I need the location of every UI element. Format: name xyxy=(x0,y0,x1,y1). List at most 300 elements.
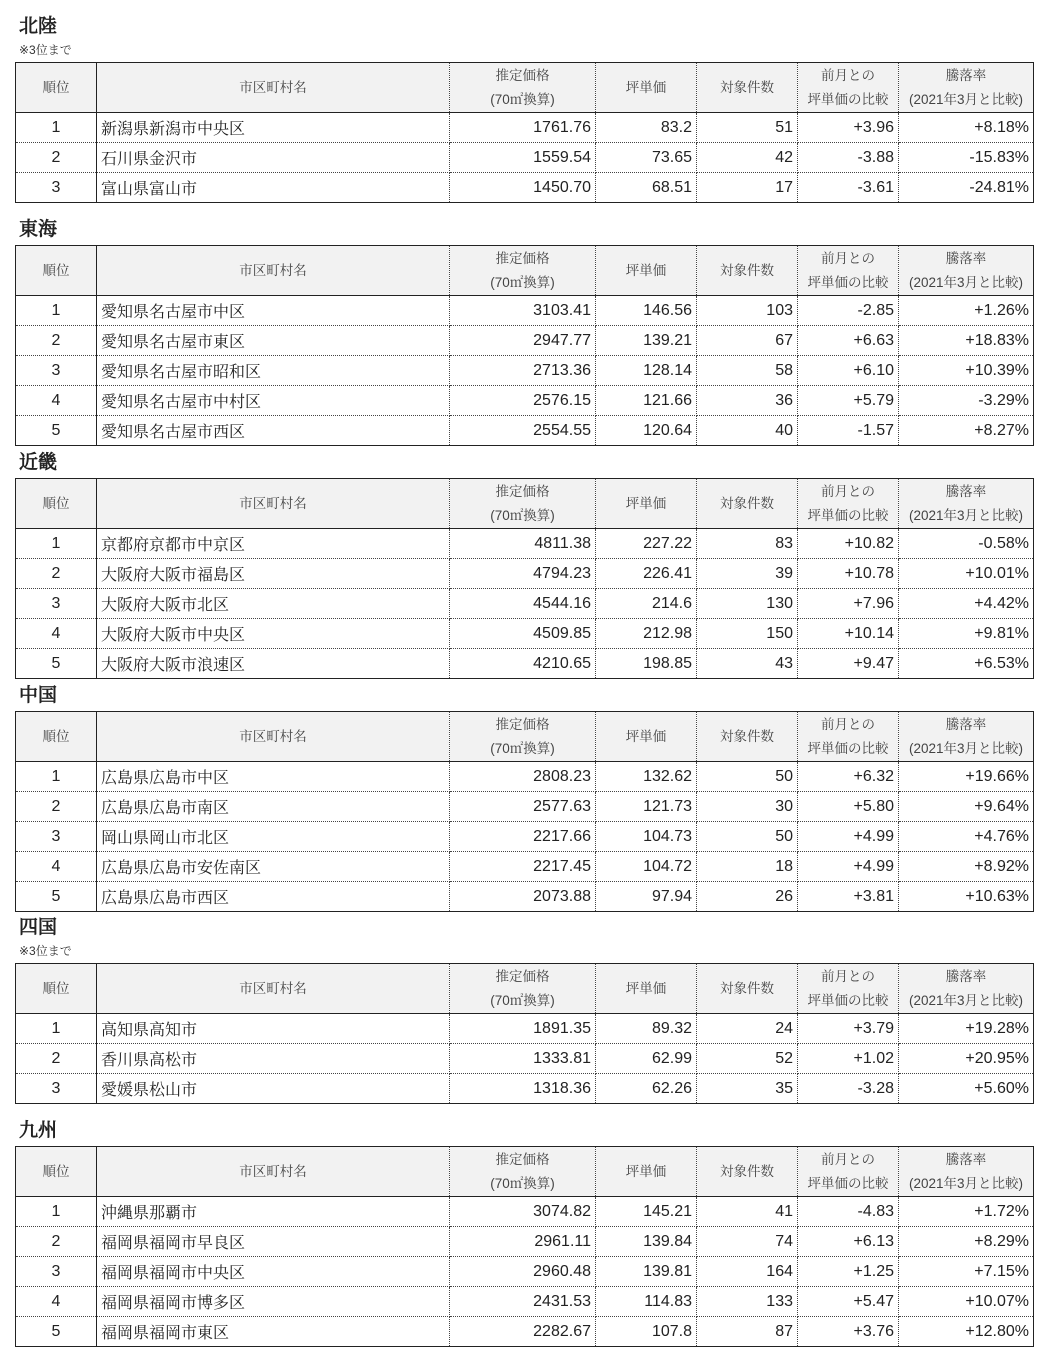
rank-cell: 1 xyxy=(16,529,97,559)
area-name-cell: 愛知県名古屋市昭和区 xyxy=(97,356,450,386)
area-name-cell: 愛知県名古屋市東区 xyxy=(97,326,450,356)
header-diff xyxy=(798,63,899,113)
change-rate-cell: -15.83% xyxy=(899,143,1034,173)
estimated-price-cell: 2808.23 xyxy=(450,762,596,792)
estimated-price-cell: 1333.81 xyxy=(450,1044,596,1074)
header-diff xyxy=(798,246,899,296)
count-cell: 50 xyxy=(697,822,798,852)
rank-cell: 2 xyxy=(16,1227,97,1257)
header-tsubo xyxy=(596,712,697,762)
monthly-diff-cell: +10.78 xyxy=(798,559,899,589)
table-row xyxy=(16,326,1034,356)
tsubo-price-cell: 226.41 xyxy=(596,559,697,589)
rank-cell: 1 xyxy=(16,113,97,143)
header-rank xyxy=(16,964,97,1014)
monthly-diff-cell: +4.99 xyxy=(798,852,899,882)
area-name-cell: 大阪府大阪市浪速区 xyxy=(97,649,450,679)
table-row xyxy=(16,1287,1034,1317)
change-rate-cell: +5.60% xyxy=(899,1074,1034,1104)
count-cell: 58 xyxy=(697,356,798,386)
header-rate-label: (2021年3月と比較) xyxy=(908,1175,1024,1191)
table-header-row xyxy=(16,964,1034,1014)
tsubo-price-cell: 62.99 xyxy=(596,1044,697,1074)
region-title: 近畿 xyxy=(19,452,58,473)
monthly-diff-cell: +7.96 xyxy=(798,589,899,619)
header-diff-label: 前月との xyxy=(821,968,875,984)
header-name-label: 市区町村名 xyxy=(239,495,307,511)
header-name-label: 市区町村名 xyxy=(239,1163,307,1179)
header-price xyxy=(450,246,596,296)
estimated-price-cell: 3074.82 xyxy=(450,1197,596,1227)
header-name xyxy=(97,1147,450,1197)
header-rate-label: (2021年3月と比較) xyxy=(908,91,1024,107)
estimated-price-cell: 1450.70 xyxy=(450,173,596,203)
count-cell: 103 xyxy=(697,296,798,326)
table-row xyxy=(16,852,1034,882)
monthly-diff-cell: +3.76 xyxy=(798,1317,899,1347)
area-name-cell: 福岡県福岡市東区 xyxy=(97,1317,450,1347)
count-cell: 17 xyxy=(697,173,798,203)
header-diff-label: 坪単価の比較 xyxy=(807,1175,889,1191)
table-row xyxy=(16,822,1034,852)
table-row xyxy=(16,1197,1034,1227)
header-count-label: 対象件数 xyxy=(720,79,774,95)
rank-cell: 3 xyxy=(16,1257,97,1287)
header-rate xyxy=(899,1147,1034,1197)
header-rank xyxy=(16,63,97,113)
table-row xyxy=(16,1044,1034,1074)
rank-cell: 2 xyxy=(16,1044,97,1074)
tsubo-price-cell: 128.14 xyxy=(596,356,697,386)
change-rate-cell: -3.29% xyxy=(899,386,1034,416)
change-rate-cell: +1.72% xyxy=(899,1197,1034,1227)
table-row xyxy=(16,589,1034,619)
header-count-label: 対象件数 xyxy=(720,980,774,996)
tsubo-price-cell: 68.51 xyxy=(596,173,697,203)
table-row xyxy=(16,386,1034,416)
area-name-cell: 広島県広島市西区 xyxy=(97,882,450,912)
change-rate-cell: +4.42% xyxy=(899,589,1034,619)
header-price xyxy=(450,63,596,113)
tsubo-price-cell: 227.22 xyxy=(596,529,697,559)
change-rate-cell: +10.63% xyxy=(899,882,1034,912)
estimated-price-cell: 2961.11 xyxy=(450,1227,596,1257)
header-name xyxy=(97,246,450,296)
header-price-label: (70㎡換算) xyxy=(490,91,555,107)
count-cell: 42 xyxy=(697,143,798,173)
rank-cell: 3 xyxy=(16,589,97,619)
header-rate-label: 騰落率 xyxy=(945,968,987,984)
tsubo-price-cell: 121.73 xyxy=(596,792,697,822)
area-name-cell: 岡山県岡山市北区 xyxy=(97,822,450,852)
header-name-label: 市区町村名 xyxy=(239,79,307,95)
header-price-label: 推定価格 xyxy=(495,250,550,266)
monthly-diff-cell: +6.32 xyxy=(798,762,899,792)
monthly-diff-cell: -1.57 xyxy=(798,416,899,446)
header-count xyxy=(697,1147,798,1197)
header-rank xyxy=(16,712,97,762)
table-row xyxy=(16,882,1034,912)
header-count xyxy=(697,246,798,296)
header-price-label: 推定価格 xyxy=(495,67,550,83)
estimated-price-cell: 2554.55 xyxy=(450,416,596,446)
area-name-cell: 石川県金沢市 xyxy=(97,143,450,173)
table-row xyxy=(16,649,1034,679)
header-rank-label: 順位 xyxy=(42,495,70,511)
count-cell: 87 xyxy=(697,1317,798,1347)
header-name xyxy=(97,63,450,113)
header-tsubo xyxy=(596,63,697,113)
header-rate xyxy=(899,63,1034,113)
header-tsubo xyxy=(596,1147,697,1197)
estimated-price-cell: 2947.77 xyxy=(450,326,596,356)
count-cell: 164 xyxy=(697,1257,798,1287)
count-cell: 36 xyxy=(697,386,798,416)
ranking-table xyxy=(15,711,1034,912)
rank-cell: 3 xyxy=(16,822,97,852)
region-title: 中国 xyxy=(19,685,58,706)
header-diff-label: 前月との xyxy=(821,716,875,732)
table-header-row xyxy=(16,63,1034,113)
count-cell: 130 xyxy=(697,589,798,619)
estimated-price-cell: 2577.63 xyxy=(450,792,596,822)
ranking-table xyxy=(15,478,1034,679)
count-cell: 18 xyxy=(697,852,798,882)
table-row xyxy=(16,1257,1034,1287)
header-price xyxy=(450,712,596,762)
region-title: 九州 xyxy=(19,1120,58,1141)
header-diff xyxy=(798,712,899,762)
ranking-table xyxy=(15,245,1034,446)
count-cell: 50 xyxy=(697,762,798,792)
header-rate-label: 騰落率 xyxy=(945,250,987,266)
tsubo-price-cell: 132.62 xyxy=(596,762,697,792)
table-row xyxy=(16,173,1034,203)
estimated-price-cell: 4794.23 xyxy=(450,559,596,589)
header-rank-label: 順位 xyxy=(42,1163,70,1179)
header-rate xyxy=(899,712,1034,762)
count-cell: 26 xyxy=(697,882,798,912)
table-row xyxy=(16,619,1034,649)
header-tsubo-label: 坪単価 xyxy=(625,262,667,278)
estimated-price-cell: 2431.53 xyxy=(450,1287,596,1317)
header-count-label: 対象件数 xyxy=(720,1163,774,1179)
monthly-diff-cell: +3.79 xyxy=(798,1014,899,1044)
header-rank xyxy=(16,246,97,296)
header-tsubo xyxy=(596,479,697,529)
tsubo-price-cell: 120.64 xyxy=(596,416,697,446)
change-rate-cell: +1.26% xyxy=(899,296,1034,326)
monthly-diff-cell: -3.61 xyxy=(798,173,899,203)
monthly-diff-cell: +3.81 xyxy=(798,882,899,912)
ranking-table xyxy=(15,62,1034,203)
area-name-cell: 愛知県名古屋市中区 xyxy=(97,296,450,326)
count-cell: 41 xyxy=(697,1197,798,1227)
header-tsubo-label: 坪単価 xyxy=(625,1163,667,1179)
header-rate-label: 騰落率 xyxy=(945,67,987,83)
rank-cell: 1 xyxy=(16,296,97,326)
table-row xyxy=(16,143,1034,173)
table-row xyxy=(16,529,1034,559)
table-row xyxy=(16,113,1034,143)
rank-cell: 4 xyxy=(16,852,97,882)
region-section xyxy=(15,448,1033,679)
rank-cell: 3 xyxy=(16,356,97,386)
header-diff xyxy=(798,479,899,529)
region-section xyxy=(15,681,1033,912)
header-name-label: 市区町村名 xyxy=(239,980,307,996)
area-name-cell: 福岡県福岡市早良区 xyxy=(97,1227,450,1257)
table-row xyxy=(16,356,1034,386)
rank-cell: 2 xyxy=(16,559,97,589)
area-name-cell: 香川県高松市 xyxy=(97,1044,450,1074)
region-section xyxy=(15,215,1033,446)
area-name-cell: 京都府京都市中京区 xyxy=(97,529,450,559)
header-rate-label: 騰落率 xyxy=(945,483,987,499)
header-diff-label: 坪単価の比較 xyxy=(807,91,889,107)
rank-cell: 4 xyxy=(16,619,97,649)
header-diff-label: 坪単価の比較 xyxy=(807,740,889,756)
header-name xyxy=(97,964,450,1014)
header-diff-label: 坪単価の比較 xyxy=(807,507,889,523)
rank-cell: 5 xyxy=(16,416,97,446)
header-diff-label: 前月との xyxy=(821,483,875,499)
table-header-row xyxy=(16,712,1034,762)
monthly-diff-cell: -3.28 xyxy=(798,1074,899,1104)
change-rate-cell: +6.53% xyxy=(899,649,1034,679)
monthly-diff-cell: +5.79 xyxy=(798,386,899,416)
rank-cell: 3 xyxy=(16,173,97,203)
region-section xyxy=(15,12,1033,203)
estimated-price-cell: 2217.66 xyxy=(450,822,596,852)
table-row xyxy=(16,1227,1034,1257)
change-rate-cell: -0.58% xyxy=(899,529,1034,559)
header-price-label: (70㎡換算) xyxy=(490,507,555,523)
estimated-price-cell: 2073.88 xyxy=(450,882,596,912)
header-rate xyxy=(899,479,1034,529)
tsubo-price-cell: 114.83 xyxy=(596,1287,697,1317)
monthly-diff-cell: +9.47 xyxy=(798,649,899,679)
change-rate-cell: +19.66% xyxy=(899,762,1034,792)
table-header-row xyxy=(16,1147,1034,1197)
region-section xyxy=(15,913,1033,1104)
tsubo-price-cell: 146.56 xyxy=(596,296,697,326)
header-name-label: 市区町村名 xyxy=(239,262,307,278)
count-cell: 133 xyxy=(697,1287,798,1317)
area-name-cell: 大阪府大阪市福島区 xyxy=(97,559,450,589)
estimated-price-cell: 1559.54 xyxy=(450,143,596,173)
header-count-label: 対象件数 xyxy=(720,728,774,744)
header-price-label: 推定価格 xyxy=(495,716,550,732)
estimated-price-cell: 4544.16 xyxy=(450,589,596,619)
change-rate-cell: -24.81% xyxy=(899,173,1034,203)
header-rate-label: (2021年3月と比較) xyxy=(908,740,1024,756)
change-rate-cell: +19.28% xyxy=(899,1014,1034,1044)
area-name-cell: 広島県広島市南区 xyxy=(97,792,450,822)
tsubo-price-cell: 139.21 xyxy=(596,326,697,356)
change-rate-cell: +9.64% xyxy=(899,792,1034,822)
change-rate-cell: +10.39% xyxy=(899,356,1034,386)
area-name-cell: 愛知県名古屋市中村区 xyxy=(97,386,450,416)
monthly-diff-cell: -3.88 xyxy=(798,143,899,173)
header-count-label: 対象件数 xyxy=(720,262,774,278)
table-header-row xyxy=(16,246,1034,296)
change-rate-cell: +20.95% xyxy=(899,1044,1034,1074)
change-rate-cell: +4.76% xyxy=(899,822,1034,852)
rank-cell: 5 xyxy=(16,1317,97,1347)
header-count xyxy=(697,712,798,762)
estimated-price-cell: 2576.15 xyxy=(450,386,596,416)
header-rate xyxy=(899,246,1034,296)
change-rate-cell: +12.80% xyxy=(899,1317,1034,1347)
estimated-price-cell: 2217.45 xyxy=(450,852,596,882)
estimated-price-cell: 2713.36 xyxy=(450,356,596,386)
area-name-cell: 大阪府大阪市中央区 xyxy=(97,619,450,649)
rank-cell: 2 xyxy=(16,143,97,173)
header-diff-label: 前月との xyxy=(821,250,875,266)
count-cell: 83 xyxy=(697,529,798,559)
header-tsubo xyxy=(596,964,697,1014)
region-section xyxy=(15,1116,1033,1347)
tsubo-price-cell: 104.73 xyxy=(596,822,697,852)
header-tsubo-label: 坪単価 xyxy=(625,495,667,511)
table-row xyxy=(16,416,1034,446)
estimated-price-cell: 3103.41 xyxy=(450,296,596,326)
header-price xyxy=(450,1147,596,1197)
estimated-price-cell: 2282.67 xyxy=(450,1317,596,1347)
area-name-cell: 新潟県新潟市中央区 xyxy=(97,113,450,143)
header-price-label: (70㎡換算) xyxy=(490,274,555,290)
monthly-diff-cell: +5.47 xyxy=(798,1287,899,1317)
change-rate-cell: +7.15% xyxy=(899,1257,1034,1287)
change-rate-cell: +10.07% xyxy=(899,1287,1034,1317)
area-name-cell: 広島県広島市中区 xyxy=(97,762,450,792)
estimated-price-cell: 1891.35 xyxy=(450,1014,596,1044)
monthly-diff-cell: +10.82 xyxy=(798,529,899,559)
header-count-label: 対象件数 xyxy=(720,495,774,511)
count-cell: 43 xyxy=(697,649,798,679)
header-count xyxy=(697,479,798,529)
tsubo-price-cell: 212.98 xyxy=(596,619,697,649)
monthly-diff-cell: +5.80 xyxy=(798,792,899,822)
table-row xyxy=(16,559,1034,589)
ranking-table xyxy=(15,1146,1034,1347)
header-price-label: (70㎡換算) xyxy=(490,992,555,1008)
change-rate-cell: +8.27% xyxy=(899,416,1034,446)
header-diff xyxy=(798,1147,899,1197)
count-cell: 40 xyxy=(697,416,798,446)
count-cell: 67 xyxy=(697,326,798,356)
tsubo-price-cell: 97.94 xyxy=(596,882,697,912)
area-name-cell: 大阪府大阪市北区 xyxy=(97,589,450,619)
header-rate-label: 騰落率 xyxy=(945,1151,987,1167)
count-cell: 39 xyxy=(697,559,798,589)
tsubo-price-cell: 104.72 xyxy=(596,852,697,882)
header-tsubo-label: 坪単価 xyxy=(625,79,667,95)
header-rank-label: 順位 xyxy=(42,980,70,996)
header-rate xyxy=(899,964,1034,1014)
header-tsubo-label: 坪単価 xyxy=(625,728,667,744)
rank-cell: 5 xyxy=(16,882,97,912)
region-title: 四国 xyxy=(19,917,58,938)
table-row xyxy=(16,792,1034,822)
header-price-label: 推定価格 xyxy=(495,1151,550,1167)
estimated-price-cell: 1318.36 xyxy=(450,1074,596,1104)
estimated-price-cell: 4210.65 xyxy=(450,649,596,679)
area-name-cell: 高知県高知市 xyxy=(97,1014,450,1044)
change-rate-cell: +9.81% xyxy=(899,619,1034,649)
rank-cell: 4 xyxy=(16,386,97,416)
table-row xyxy=(16,296,1034,326)
header-diff-label: 坪単価の比較 xyxy=(807,992,889,1008)
header-rank xyxy=(16,1147,97,1197)
rank-cell: 1 xyxy=(16,762,97,792)
monthly-diff-cell: +6.13 xyxy=(798,1227,899,1257)
region-note: ※3位まで xyxy=(19,43,72,57)
rank-cell: 3 xyxy=(16,1074,97,1104)
table-row xyxy=(16,1014,1034,1044)
change-rate-cell: +10.01% xyxy=(899,559,1034,589)
estimated-price-cell: 1761.76 xyxy=(450,113,596,143)
header-count xyxy=(697,964,798,1014)
tsubo-price-cell: 139.81 xyxy=(596,1257,697,1287)
header-rate-label: (2021年3月と比較) xyxy=(908,992,1024,1008)
count-cell: 35 xyxy=(697,1074,798,1104)
table-row xyxy=(16,1317,1034,1347)
count-cell: 52 xyxy=(697,1044,798,1074)
area-name-cell: 愛媛県松山市 xyxy=(97,1074,450,1104)
header-rank-label: 順位 xyxy=(42,79,70,95)
table-row xyxy=(16,1074,1034,1104)
count-cell: 30 xyxy=(697,792,798,822)
header-rank-label: 順位 xyxy=(42,728,70,744)
header-name xyxy=(97,712,450,762)
monthly-diff-cell: +1.02 xyxy=(798,1044,899,1074)
tsubo-price-cell: 83.2 xyxy=(596,113,697,143)
count-cell: 150 xyxy=(697,619,798,649)
rank-cell: 4 xyxy=(16,1287,97,1317)
monthly-diff-cell: -4.83 xyxy=(798,1197,899,1227)
header-price-label: (70㎡換算) xyxy=(490,1175,555,1191)
monthly-diff-cell: +10.14 xyxy=(798,619,899,649)
rank-cell: 1 xyxy=(16,1014,97,1044)
tsubo-price-cell: 214.6 xyxy=(596,589,697,619)
header-price-label: (70㎡換算) xyxy=(490,740,555,756)
header-tsubo xyxy=(596,246,697,296)
tsubo-price-cell: 62.26 xyxy=(596,1074,697,1104)
tsubo-price-cell: 107.8 xyxy=(596,1317,697,1347)
estimated-price-cell: 4811.38 xyxy=(450,529,596,559)
count-cell: 74 xyxy=(697,1227,798,1257)
tsubo-price-cell: 139.84 xyxy=(596,1227,697,1257)
estimated-price-cell: 2960.48 xyxy=(450,1257,596,1287)
area-name-cell: 福岡県福岡市中央区 xyxy=(97,1257,450,1287)
monthly-diff-cell: +1.25 xyxy=(798,1257,899,1287)
header-rate-label: (2021年3月と比較) xyxy=(908,507,1024,523)
change-rate-cell: +18.83% xyxy=(899,326,1034,356)
monthly-diff-cell: +3.96 xyxy=(798,113,899,143)
header-diff xyxy=(798,964,899,1014)
header-diff-label: 前月との xyxy=(821,67,875,83)
monthly-diff-cell: +4.99 xyxy=(798,822,899,852)
header-diff-label: 坪単価の比較 xyxy=(807,274,889,290)
tsubo-price-cell: 89.32 xyxy=(596,1014,697,1044)
header-price xyxy=(450,964,596,1014)
header-rank-label: 順位 xyxy=(42,262,70,278)
change-rate-cell: +8.92% xyxy=(899,852,1034,882)
rank-cell: 1 xyxy=(16,1197,97,1227)
region-title: 東海 xyxy=(19,219,58,240)
